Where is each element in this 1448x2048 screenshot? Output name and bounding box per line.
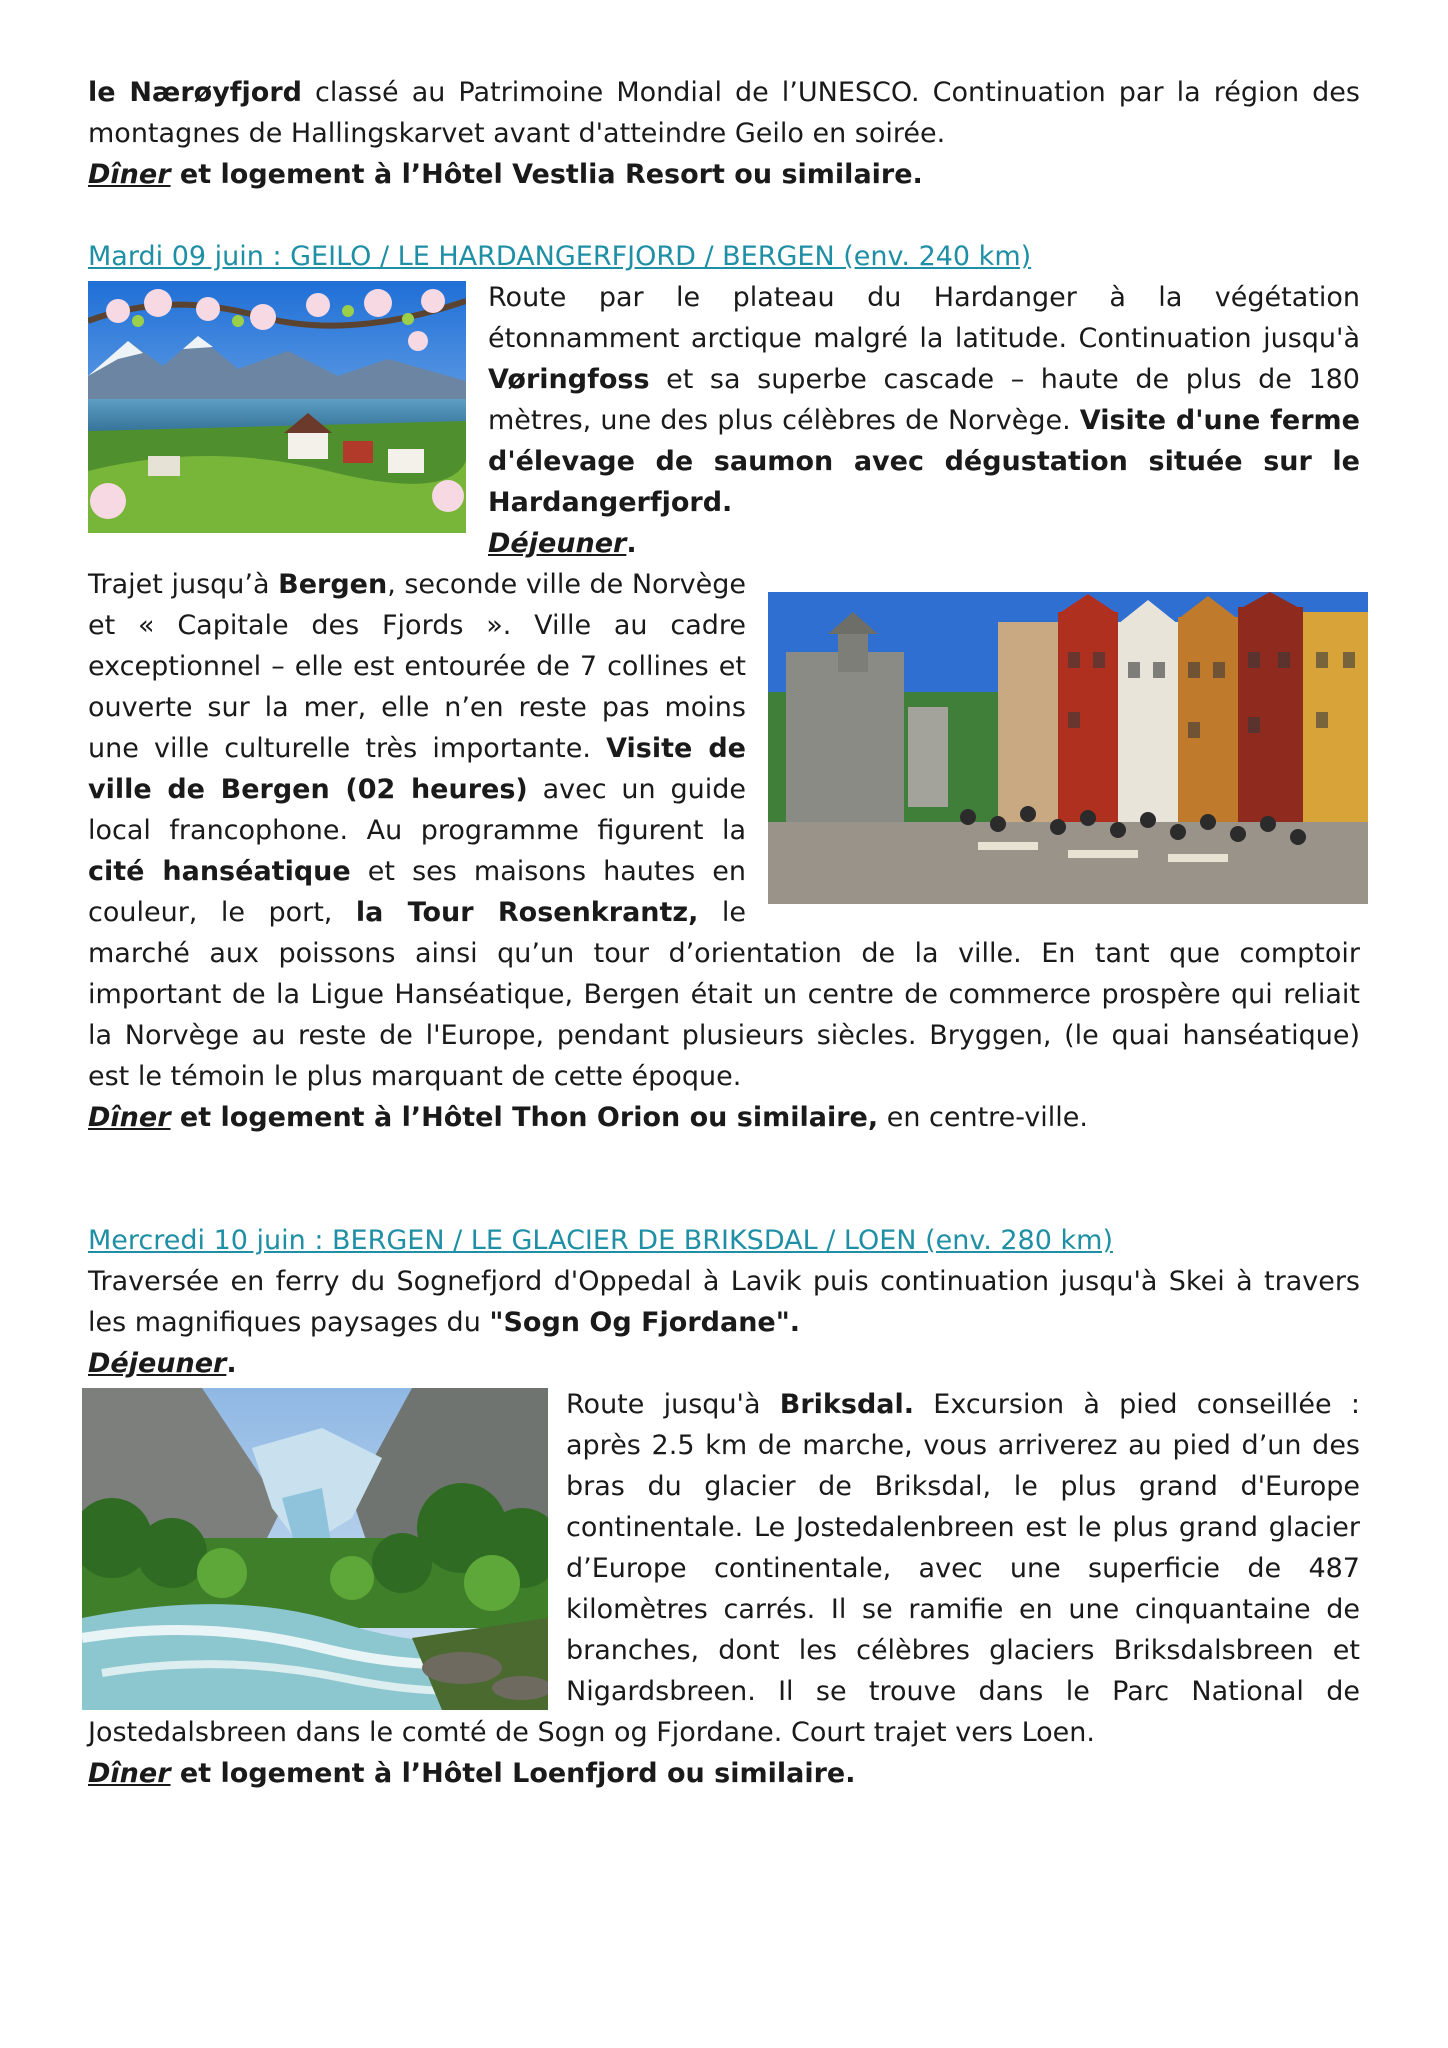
intro-dinner-text: et logement à l’Hôtel Vestlia Resort ou similaire. xyxy=(170,159,923,190)
day-heading-mercredi: Mercredi 10 juin : BERGEN / LE GLACIER DE BRIKSDAL / LOEN (env. 280 km) xyxy=(88,1225,1113,1256)
dinner-label: Dîner xyxy=(88,1758,171,1789)
bergen-paragraph: Trajet jusqu’à Bergen, seconde ville de Norvège et « Capitale des Fjords ». Ville au cadre exceptionnel – elle est entourée de 7 collines et ouverte sur la mer, elle n’en reste pas moins une ville culturelle très importante. Visite de ville de Bergen (02 heures) avec un guide local francophone. Au programme figurent la cité hanséatique et ses maisons hautes en couleur, le port, la Tour Rosenkrantz, le marché aux poissons ainsi qu’un tour d’orientation de la ville. En tant que comptoir important de la Ligue Hanséatique, Bergen était un centre de commerce prospère qui reliait la Norvège au reste de l'Europe, pendant plusieurs siècles. Bryggen, (le quai hanséatique) est le témoin le plus marquant de cette époque. xyxy=(88,569,1360,1092)
hardanger-orchard-image xyxy=(88,281,466,533)
salmon-farm-bold: Visite d'une ferme d'élevage de saumon avec dégustation située sur le Hardangerfjord. xyxy=(488,405,1360,518)
rosenkrantz-bold: la Tour Rosenkrantz, xyxy=(355,897,699,928)
briksdal-paragraph: Route jusqu'à Briksdal. Excursion à pied conseillée : après 2.5 km de marche, vous arriverez au pied d’un des bras du glacier de Briksdal, le plus grand d'Europe continentale. Le Jostedalenbreen est le plus grand glacier d’Europe continentale, avec une superficie de 487 kilomètres carrés. Il se ramifie en une cinquantaine de branches, dont les célèbres glaciers Briksdalsbreen et Nigardsbreen. Il se trouve dans le Parc National de Jostedalsbreen dans le comté de Sogn og Fjordane. Court trajet vers Loen. xyxy=(88,1389,1360,1748)
hanseatic-city-bold: cité hanséatique xyxy=(88,856,351,887)
lunch-label: Déjeuner xyxy=(88,1348,227,1379)
intro-dinner-line xyxy=(88,154,1360,195)
lunch-label: Déjeuner xyxy=(488,528,627,559)
dinner-label: Dîner xyxy=(88,1102,171,1133)
day-section-mercredi xyxy=(88,1220,1360,1794)
sogn-fjordane-bold: "Sogn Og Fjordane". xyxy=(489,1307,801,1338)
dinner-label: Dîner xyxy=(88,159,171,190)
bergen-bold: Bergen xyxy=(278,569,388,600)
document-page xyxy=(88,72,1360,1794)
bryggen-wharf-image xyxy=(768,592,1368,904)
hardanger-paragraph: Route par le plateau du Hardanger à la végétation étonnamment arctique malgré la latitude. Continuation jusqu'à Vøringfoss et sa superbe cascade – haute de plus de 180 mètres, une des plus célèbres de Norvège. Visite d'une ferme d'élevage de saumon avec dégustation située sur le Hardangerfjord. xyxy=(488,282,1360,518)
lunch-line-mardi: Déjeuner. xyxy=(488,528,637,559)
day-section-mardi xyxy=(88,236,1360,1138)
bergen-visit-bold: Visite de ville de Bergen (02 heures) xyxy=(88,733,746,805)
intro-paragraph xyxy=(88,72,1360,154)
briksdal-bold: Briksdal. xyxy=(779,1389,915,1420)
voringfoss-bold: Vøringfoss xyxy=(488,364,650,395)
naeroyfjord-bold: le Nærøyfjord xyxy=(88,77,302,108)
intro-text: classé au Patrimoine Mondial de l’UNESCO. Continuation par la région des montagnes de Hallingskarvet avant d'atteindre Geilo en soirée. xyxy=(88,77,1360,149)
briksdal-glacier-image xyxy=(82,1388,548,1710)
dinner-line-mercredi: Dîner et logement à l’Hôtel Loenfjord ou similaire. xyxy=(88,1758,856,1789)
day-heading-mardi: Mardi 09 juin : GEILO / LE HARDANGERFJORD / BERGEN (env. 240 km) xyxy=(88,241,1032,272)
dinner-line-mardi: Dîner et logement à l’Hôtel Thon Orion ou similaire, en centre-ville. xyxy=(88,1102,1088,1133)
ferry-paragraph: Traversée en ferry du Sognefjord d'Oppedal à Lavik puis continuation jusqu'à Skei à travers les magnifiques paysages du "Sogn Og Fjordane". xyxy=(88,1266,1360,1338)
lunch-line-mercredi: Déjeuner. xyxy=(88,1348,237,1379)
